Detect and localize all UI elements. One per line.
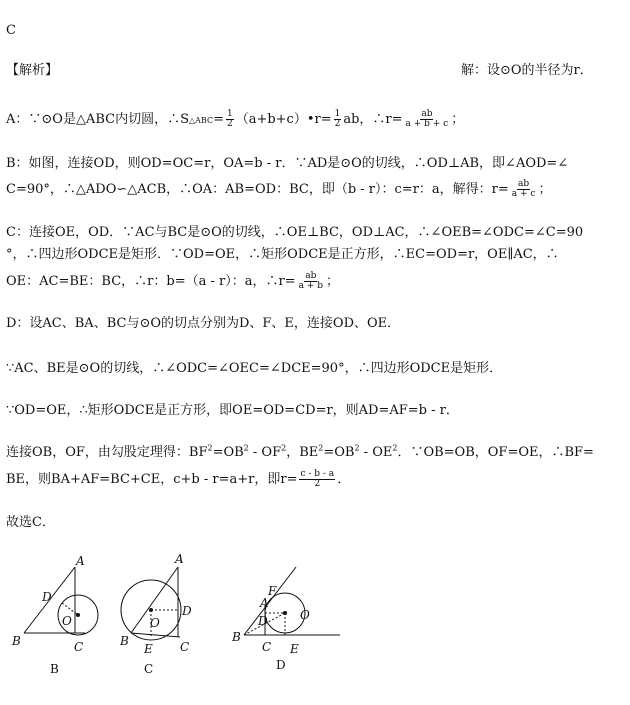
svg-text:D: D xyxy=(182,604,192,618)
option-d-line-4: 连接OB，OF，由勾股定理得：$BF^2=OB^2 - OF^2$，$BE^2=OB^2 - OE^2$．∵OB=OB，OF=OE，∴BF= xyxy=(6,443,594,460)
option-c-part: OE：AC=BE：BC，∴r：b=（a - r）：a，∴r= xyxy=(6,274,296,289)
option-b-part: ； xyxy=(538,182,552,197)
svg-text:B: B xyxy=(12,634,21,648)
svg-text:B: B xyxy=(120,634,129,648)
line-ba xyxy=(244,567,296,635)
option-d-line-5: BE，则BA+AF=BC+CE，c+b - r=a+r，即r= $\frac{c - b - a}{2}$ ． xyxy=(6,469,351,489)
option-a-part: ab，∴r= xyxy=(343,112,403,127)
svg-text:O: O xyxy=(300,608,310,622)
svg-text:C: C xyxy=(74,640,84,654)
center-point xyxy=(150,609,153,612)
analysis-label: 【解析】 xyxy=(6,63,59,78)
fraction: $\frac{1}{2}$ xyxy=(334,109,341,129)
fraction: $\frac{ab}{a + b + c}$ xyxy=(405,109,449,129)
svg-text:D: D xyxy=(42,590,52,604)
solution-intro: 解：设⊙O的半径为r． xyxy=(461,63,593,78)
figure-d xyxy=(231,567,340,672)
figure-c-caption: C xyxy=(144,662,154,676)
option-d-line-1: D：设AC、BA、BC与⊙O的切点分别为D、F、E，连接OD、OE． xyxy=(6,316,401,331)
svg-text:A: A xyxy=(175,552,184,566)
svg-text:E: E xyxy=(290,642,299,656)
svg-text:O: O xyxy=(62,614,72,628)
option-c-line-2: °，∴四边形ODCE是矩形．∵OD=OE，∴矩形ODCE是正方形，∴EC=OD=r，OE∥AC，∴ xyxy=(6,247,559,262)
svg-text:A: A xyxy=(260,596,269,610)
line-bc xyxy=(131,633,180,637)
option-c-line-1: C：连接OE，OD．∵AC与BC是⊙O的切线，∴OE⊥BC，OD⊥AC，∴∠OEB=∠ODC=∠C=90 xyxy=(6,225,584,240)
option-a-part: = xyxy=(213,112,224,127)
geometry-figures xyxy=(0,545,630,705)
center-point xyxy=(77,614,80,617)
svg-text:A: A xyxy=(76,554,85,568)
option-c-part: ； xyxy=(325,274,339,289)
option-a-part: A：∵⊙O是△ABC内切圆，∴S xyxy=(6,112,189,127)
fraction: $\frac{ab}{a + b}$ xyxy=(298,271,323,291)
option-a-part: ； xyxy=(451,112,465,127)
svg-text:F: F xyxy=(268,584,277,598)
option-a-subscript: △ABC xyxy=(188,116,214,125)
figure-d-caption: D xyxy=(276,658,286,672)
answer-letter: C xyxy=(6,23,16,38)
svg-text:E: E xyxy=(144,642,153,656)
svg-text:B: B xyxy=(232,630,241,644)
option-d-line-3: ∵OD=OE，∴矩形ODCE是正方形，即OE=OD=CD=r，则AD=AF=b - r． xyxy=(6,403,459,418)
fraction: $\frac{1}{2}$ xyxy=(226,109,233,129)
option-b-line-1: B：如图，连接OD，则OD=OC=r，OA=b - r．∵AD是⊙O的切线，∴OD⊥AB，即∠AOD=∠ xyxy=(6,156,569,171)
svg-text:D: D xyxy=(258,614,268,628)
svg-text:O: O xyxy=(150,616,160,630)
analysis-header xyxy=(6,62,624,80)
option-a-part: （a+b+c）•r= xyxy=(235,112,332,127)
option-a-text xyxy=(6,110,624,130)
svg-text:C: C xyxy=(180,640,190,654)
option-b-part: C=90°，∴△ADO∽△ACB，∴OA：AB=OD：BC，即（b - r）：c=r：a，解得：r= xyxy=(6,182,509,197)
figure-b xyxy=(11,554,98,676)
conclusion-text: 故选C． xyxy=(6,515,55,530)
fraction: $\frac{c - b - a}{2}$ xyxy=(300,469,335,489)
option-b-line-2 xyxy=(6,180,624,199)
figure-b-caption: B xyxy=(50,662,59,676)
option-c-line-3 xyxy=(6,272,624,291)
option-d-line-2: ∵AC、BE是⊙O的切线，∴∠ODC=∠OEC=∠DCE=90°，∴四边形ODCE是矩形． xyxy=(6,361,503,376)
figure-c xyxy=(119,552,192,676)
svg-text:C: C xyxy=(262,640,272,654)
center-point xyxy=(284,612,287,615)
fraction: $\frac{ab}{a + c}$ xyxy=(511,179,536,199)
